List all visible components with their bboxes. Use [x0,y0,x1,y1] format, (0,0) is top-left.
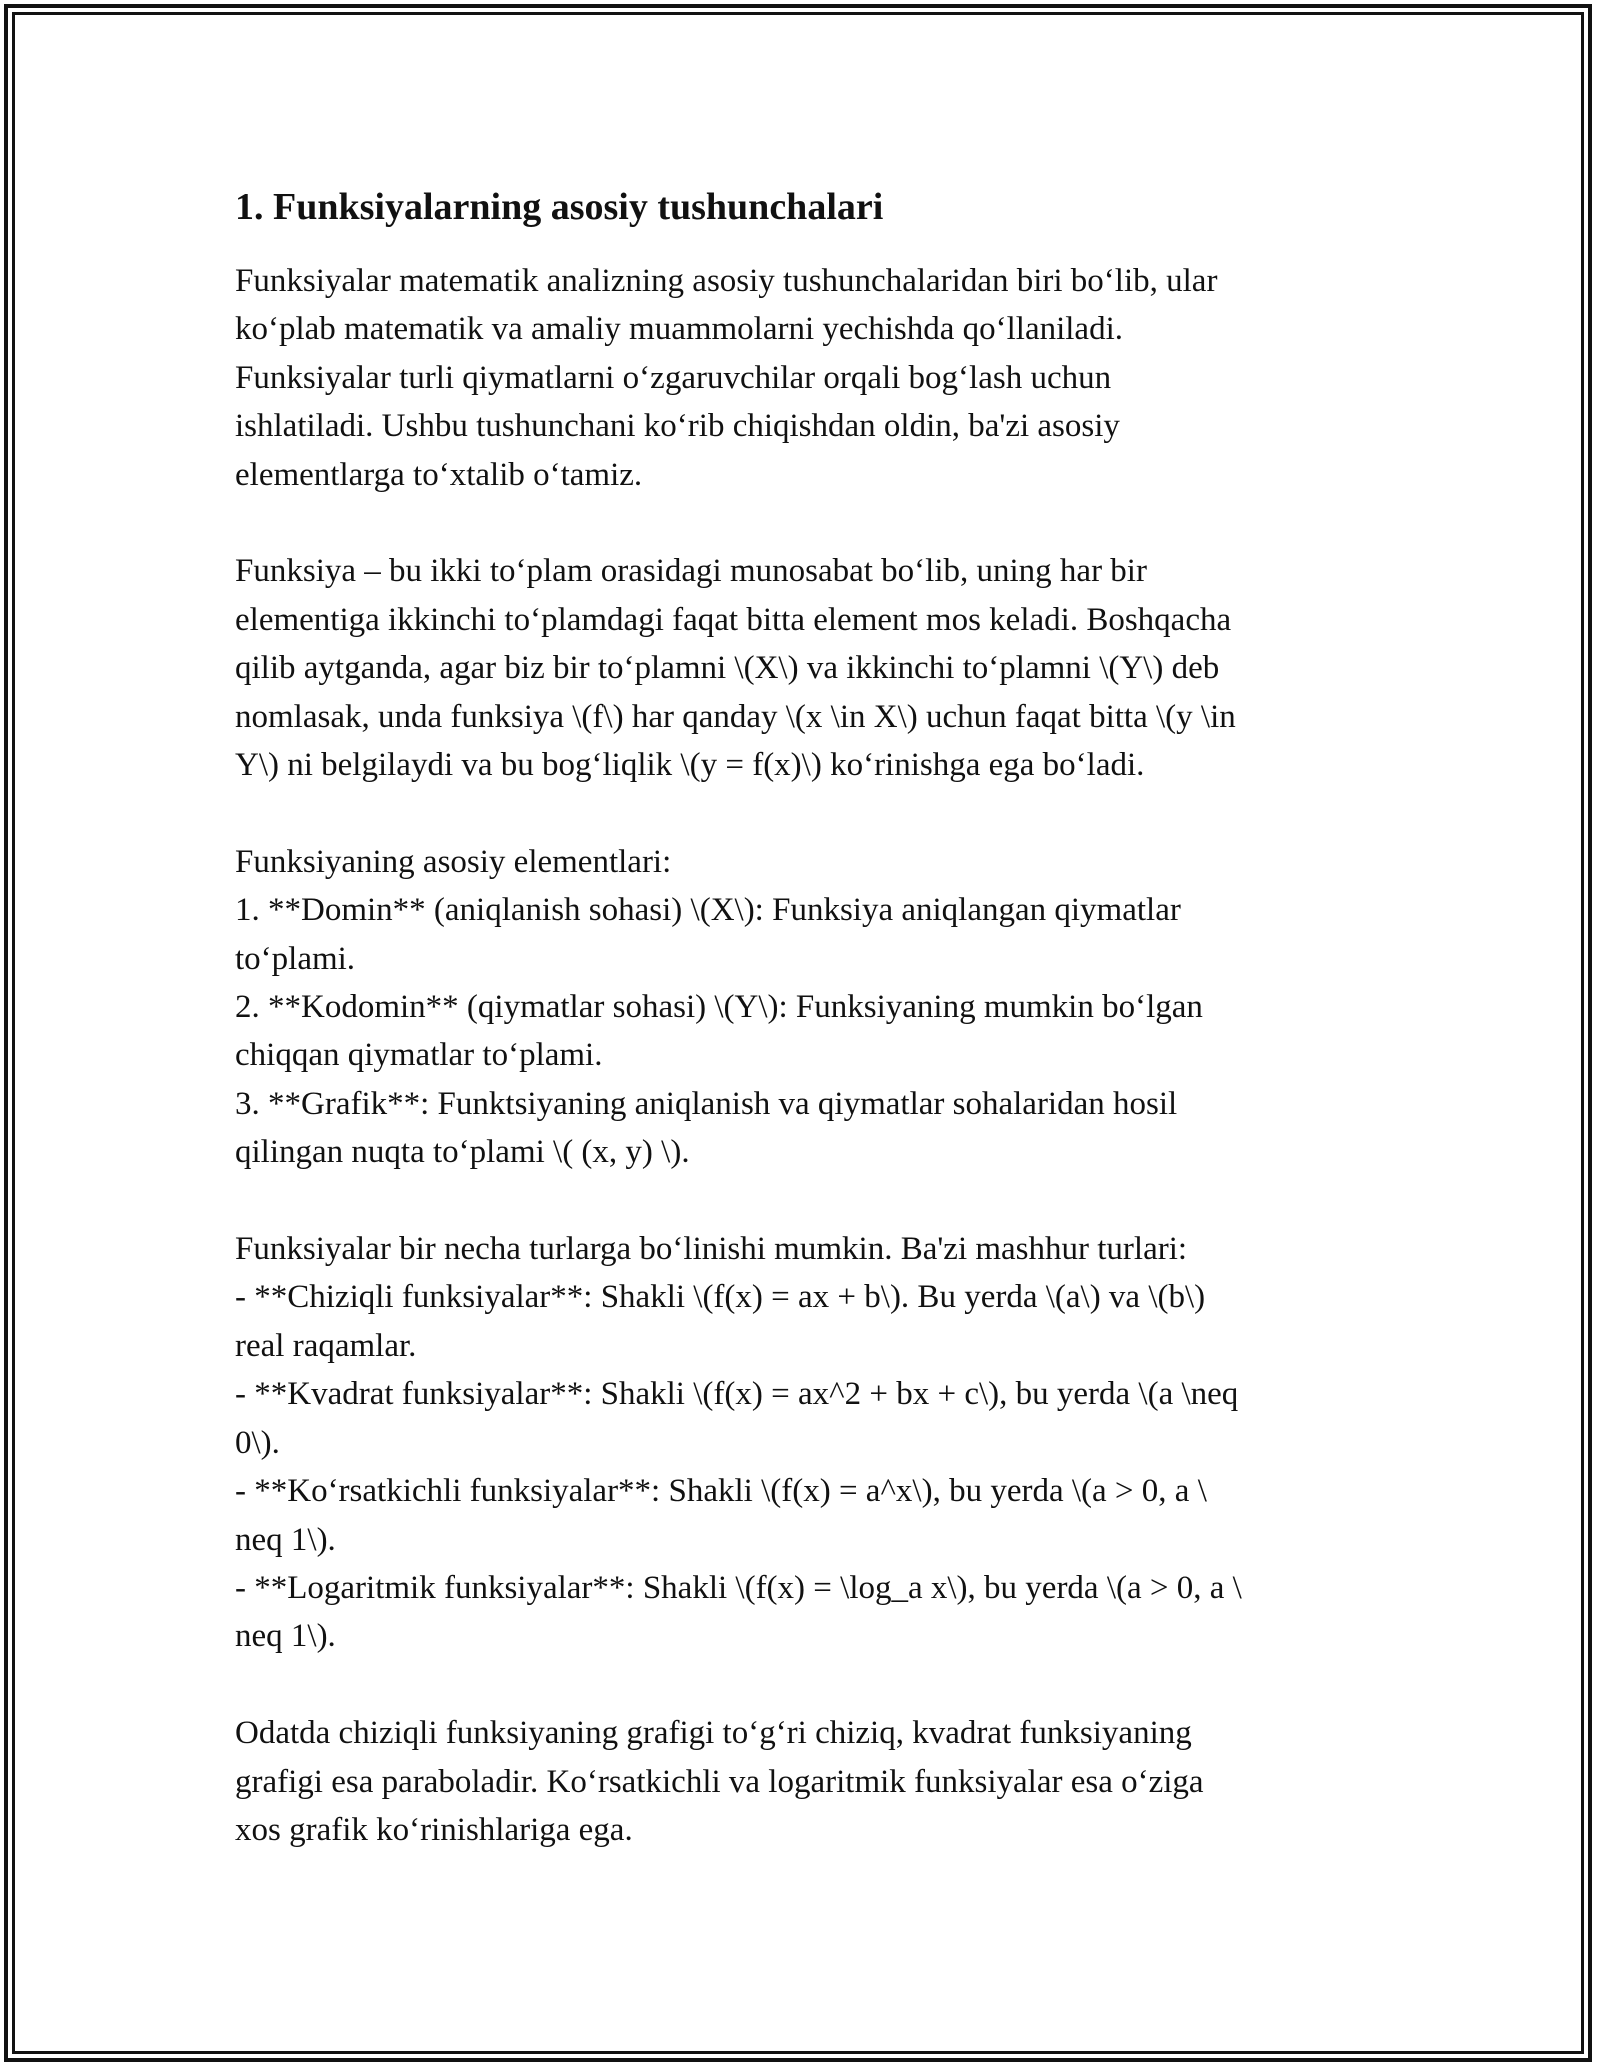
text-line: ko‘plab matematik va amaliy muammolarni yechishda qo‘llaniladi. [235,311,1123,348]
text-line: to‘plami. [235,940,356,977]
text-line: Funksiyalar bir necha turlarga bo‘linishi mumkin. Ba'zi mashhur turlari: [235,1231,1188,1268]
paragraph-definition [235,547,1365,789]
text-line: nomlasak, unda funksiya \(f\) har qanday \(x \in X\) uchun faqat bitta \(y \in [235,698,1236,735]
text-line: 0\). [235,1424,280,1461]
list-item: 1. **Domin** (aniqlanish sohasi) \(X\): Funksiya aniqlangan qiymatlar [235,892,1181,929]
text-line: grafigi esa paraboladir. Ko‘rsatkichli va logaritmik funksiyalar esa o‘ziga [235,1763,1204,1800]
text-line: Y\) ni belgilaydi va bu bog‘liqlik \(y = f(x)\) ko‘rinishga ega bo‘ladi. [235,747,1145,784]
text-line: Odatda chiziqli funksiyaning grafigi to‘g‘ri chiziq, kvadrat funksiyaning [235,1715,1192,1752]
list-item: - **Ko‘rsatkichli funksiyalar**: Shakli \(f(x) = a^x\), bu yerda \(a > 0, a \ [235,1473,1207,1510]
text-line: chiqqan qiymatlar to‘plami. [235,1037,603,1074]
text-line: neq 1\). [235,1521,336,1558]
paragraph-intro [235,257,1365,499]
list-item: - **Logaritmik funksiyalar**: Shakli \(f(x) = \log_a x\), bu yerda \(a > 0, a \ [235,1569,1242,1606]
text-line: qilib aytganda, agar biz bir to‘plamni \(X\) va ikkinchi to‘plamni \(Y\) deb [235,650,1220,687]
text-line: real raqamlar. [235,1327,417,1364]
section-heading: 1. Funksiyalarning asosiy tushunchalari [235,186,884,228]
text-line: Funksiya – bu ikki to‘plam orasidagi munosabat bo‘lib, uning har bir [235,553,1147,590]
list-item: - **Kvadrat funksiyalar**: Shakli \(f(x) = ax^2 + bx + c\), bu yerda \(a \neq [235,1376,1239,1413]
list-item: 3. **Grafik**: Funktsiyaning aniqlanish va qiymatlar sohalaridan hosil [235,1085,1178,1122]
paragraph-elements-list [235,838,1365,1177]
list-item: - **Chiziqli funksiyalar**: Shakli \(f(x) = ax + b\). Bu yerda \(a\) va \(b\) [235,1279,1206,1316]
text-line: xos grafik ko‘rinishlariga ega. [235,1811,633,1848]
paragraph-function-types [235,1225,1365,1661]
text-line: elementiga ikkinchi to‘plamdagi faqat bitta element mos keladi. Boshqacha [235,601,1232,638]
text-line: elementlarga to‘xtalib o‘tamiz. [235,456,643,493]
text-line: Funksiyalar matematik analizning asosiy tushunchalaridan biri bo‘lib, ular [235,263,1218,299]
text-line: neq 1\). [235,1618,336,1655]
text-line: ishlatiladi. Ushbu tushunchani ko‘rib chiqishdan oldin, ba'zi asosiy [235,408,1120,445]
text-line: Funksiyaning asosiy elementlari: [235,843,672,880]
paragraph-conclusion [235,1709,1365,1854]
list-item: 2. **Kodomin** (qiymatlar sohasi) \(Y\): Funksiyaning mumkin bo‘lgan [235,989,1203,1026]
text-line: Funksiyalar turli qiymatlarni o‘zgaruvchilar orqali bog‘lash uchun [235,359,1112,396]
text-line: qilingan nuqta to‘plami \( (x, y) \). [235,1134,690,1171]
document-body [235,185,1365,1903]
